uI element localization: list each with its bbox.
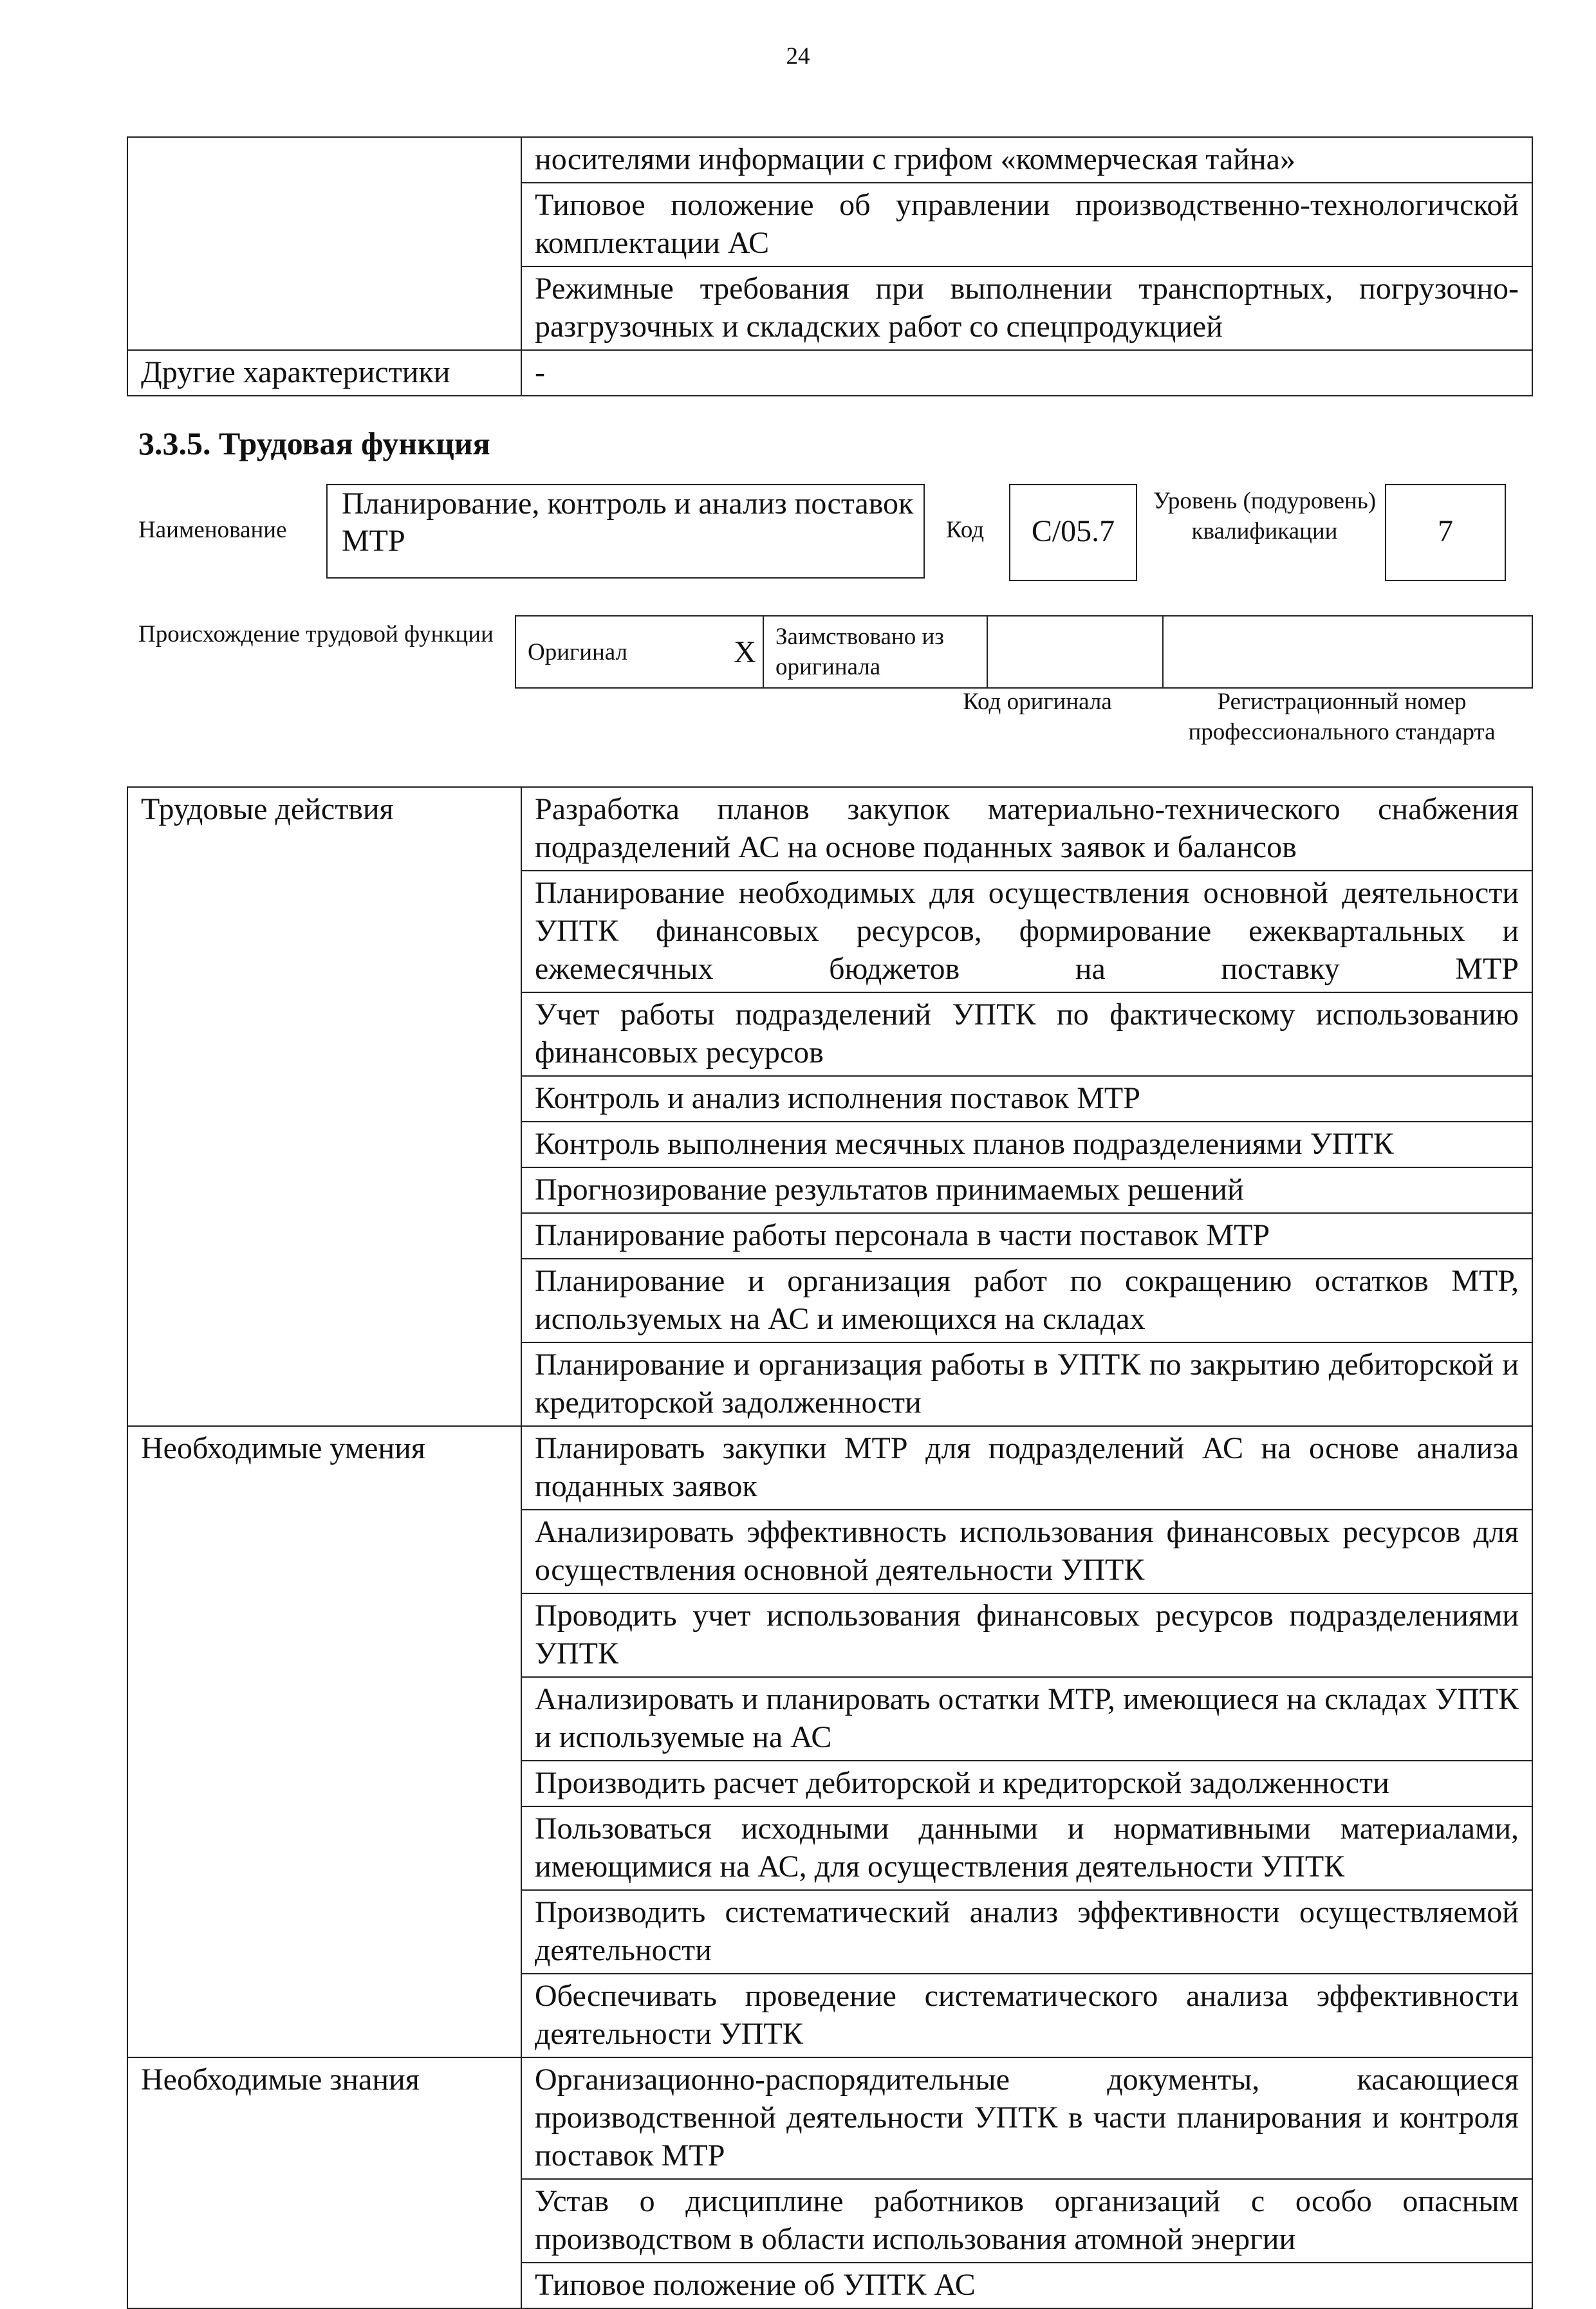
origin-borrowed-label: Заимствовано из оригинала: [763, 616, 987, 688]
labor-action-item: Планирование и организация работ по сокращению остатков МТР, используемых на АС и имеющихся на складах: [521, 1259, 1532, 1342]
required-knowledge-item: Устав о дисциплине работников организаций с особо опасным производством в области использования атомной энергии: [521, 2179, 1532, 2263]
qualification-level-value: 7: [1385, 484, 1506, 581]
labor-action-item: Планирование необходимых для осуществления основной деятельности УПТК финансовых ресурсов, формирование ежеквартальных и ежемесячных бюджетов на поставку МТР: [521, 871, 1532, 992]
labor-action-item: Разработка планов закупок материально-технического снабжения подразделений АС на основе поданных заявок и балансов: [521, 787, 1532, 871]
function-name-value: Планирование, контроль и анализ поставок МТР: [342, 487, 914, 558]
origin-original-mark: X: [727, 616, 763, 688]
required-skill-item: Обеспечивать проведение систематического анализа эффективности деятельности УПТК: [521, 1974, 1532, 2057]
required-skill-item: Производить расчет дебиторской и кредиторской задолженности: [521, 1761, 1532, 1806]
continuation-table: [127, 136, 1533, 396]
table-row: [127, 787, 1532, 871]
origin-reg-caption: Регистрационный номер профессионального стандарта: [1188, 689, 1496, 745]
required-knowledge-label: Необходимые знания: [127, 2057, 521, 2308]
labor-action-item: Планирование работы персонала в части поставок МТР: [521, 1213, 1532, 1259]
origin-original-label: Оригинал: [515, 616, 727, 688]
other-characteristics-label: Другие характеристики: [127, 350, 521, 396]
labor-action-item: Прогнозирование результатов принимаемых решений: [521, 1167, 1532, 1213]
origin-code-cell[interactable]: [987, 616, 1163, 688]
required-skills-label: Необходимые умения: [127, 1426, 521, 2057]
section-heading: 3.3.5. Трудовая функция: [138, 425, 490, 461]
table-row: [127, 2057, 1532, 2179]
labor-action-item: Планирование и организация работы в УПТК по закрытию дебиторской и кредиторской задолженности: [521, 1342, 1532, 1426]
labor-action-item: Учет работы подразделений УПТК по фактическому использованию финансовых ресурсов: [521, 992, 1532, 1076]
continuation-row: Типовое положение об управлении производственно-технологичской комплектации АС: [521, 183, 1532, 266]
function-code-value: C/05.7: [1009, 484, 1137, 581]
required-knowledge-item: Организационно-распорядительные документы, касающиеся производственной деятельности УПТК в части планирования и контроля поставок МТР: [521, 2057, 1532, 2179]
origin-table: [515, 615, 1533, 689]
origin-reg-number-cell[interactable]: [1163, 616, 1532, 688]
continuation-row: носителями информации с грифом «коммерческая тайна»: [521, 137, 1532, 183]
required-skill-item: Проводить учет использования финансовых ресурсов подразделениями УПТК: [521, 1593, 1532, 1677]
required-skill-item: Анализировать и планировать остатки МТР, имеющиеся на складах УПТК и используемые на АС: [521, 1677, 1532, 1761]
table-row: [127, 1426, 1532, 1510]
continuation-row: Режимные требования при выполнении транспортных, погрузочно-разгрузочных и складских работ со спецпродукцией: [521, 266, 1532, 350]
required-knowledge-item: Типовое положение об УПТК АС: [521, 2263, 1532, 2308]
labor-actions-label: Трудовые действия: [127, 787, 521, 1426]
labor-action-item: Контроль выполнения месячных планов подразделениями УПТК: [521, 1122, 1532, 1167]
required-skill-item: Пользоваться исходными данными и нормативными материалами, имеющимися на АС, для осуществления деятельности УПТК: [521, 1806, 1532, 1890]
continuation-label-cell: [127, 137, 521, 350]
required-skill-item: Планировать закупки МТР для подразделений АС на основе анализа поданных заявок: [521, 1426, 1532, 1510]
required-skill-item: Производить систематический анализ эффективности осуществляемой деятельности: [521, 1890, 1532, 1974]
function-name-box: [326, 484, 925, 579]
other-characteristics-value: -: [521, 350, 1532, 396]
function-details-table: [127, 786, 1533, 2309]
origin-code-caption: Код оригинала: [963, 689, 1112, 715]
origin-label: Происхождение трудовой функции: [138, 621, 494, 647]
labor-action-item: Контроль и анализ исполнения поставок МТР: [521, 1076, 1532, 1122]
required-skill-item: Анализировать эффективность использования финансовых ресурсов для осуществления основной деятельности УПТК: [521, 1510, 1532, 1593]
qualification-level-label: Уровень (подуровень) квалификации: [1153, 488, 1377, 544]
page-number: 24: [786, 43, 810, 70]
function-code-label: Код: [946, 517, 985, 543]
function-name-label: Наименование: [138, 517, 287, 543]
